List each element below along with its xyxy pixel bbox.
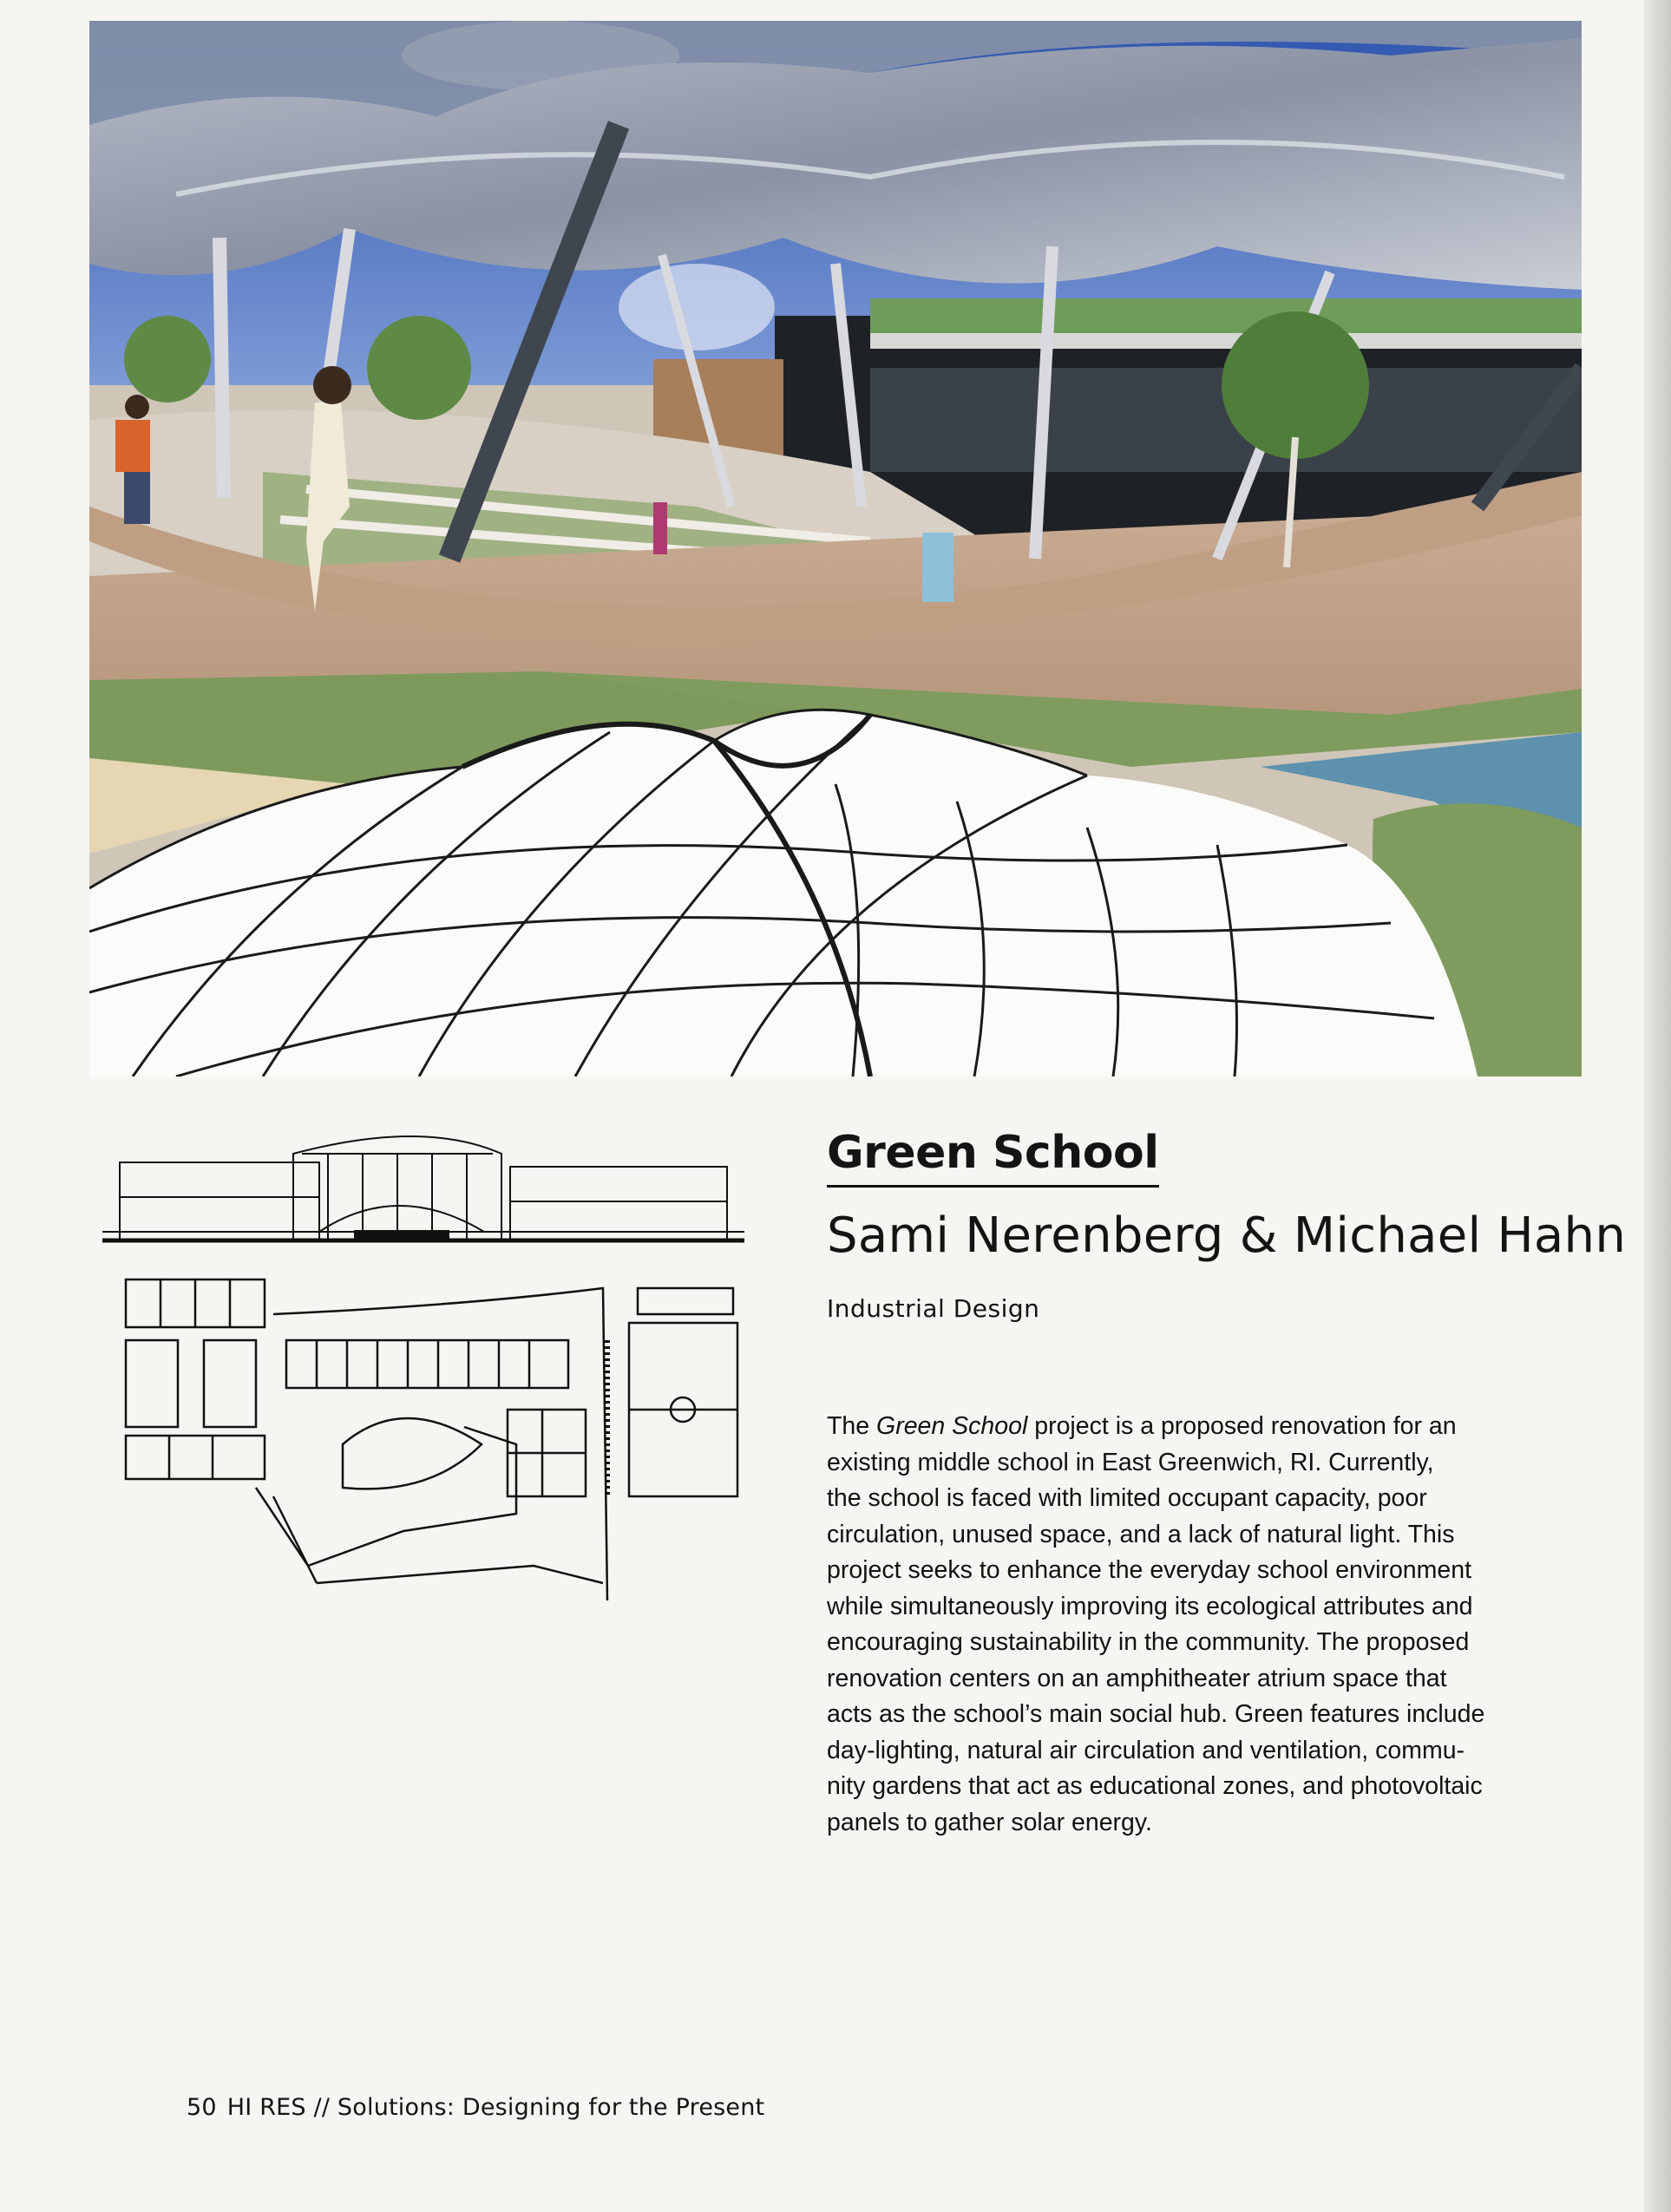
description-line: acts as the school’s main social hub. Green features include	[827, 1700, 1485, 1728]
page-footer	[187, 2094, 764, 2121]
description-line: day-lighting, natural air circulation and ventilation, commu-	[827, 1736, 1465, 1764]
building-section-drawing	[102, 1128, 744, 1249]
description-line: encouraging sustainability in the community. The proposed	[827, 1628, 1470, 1656]
description-line: the school is faced with limited occupant capacity, poor	[827, 1484, 1427, 1512]
description-line-1-rest: project is a proposed renovation for an	[1027, 1412, 1457, 1440]
description-lead: The	[827, 1412, 877, 1440]
description-line: panels to gather solar energy.	[827, 1808, 1152, 1836]
page-gutter-shadow	[1644, 0, 1671, 2212]
description-line: existing middle school in East Greenwich, RI. Currently,	[827, 1448, 1434, 1476]
description-line: project seeks to enhance the everyday school environment	[827, 1556, 1472, 1584]
footer-running-title: HI RES // Solutions: Designing for the Present	[226, 2094, 765, 2121]
project-title: Green School	[827, 1128, 1159, 1188]
description-italic-title: Green School	[876, 1412, 1028, 1440]
description-line: renovation centers on an amphitheater atrium space that	[827, 1664, 1447, 1692]
project-authors: Sami Nerenberg & Michael Hahn	[827, 1207, 1627, 1264]
hero-rendering-image	[89, 21, 1582, 1077]
department-label: Industrial Design	[827, 1294, 1040, 1323]
project-description	[827, 1409, 1590, 1841]
floor-plan-drawing	[117, 1271, 746, 1600]
description-line: circulation, unused space, and a lack of natural light. This	[827, 1520, 1455, 1548]
description-line: nity gardens that act as educational zones, and photovoltaic	[827, 1772, 1483, 1800]
page-number: 50	[187, 2094, 217, 2121]
description-line: while simultaneously improving its ecological attributes and	[827, 1592, 1473, 1620]
